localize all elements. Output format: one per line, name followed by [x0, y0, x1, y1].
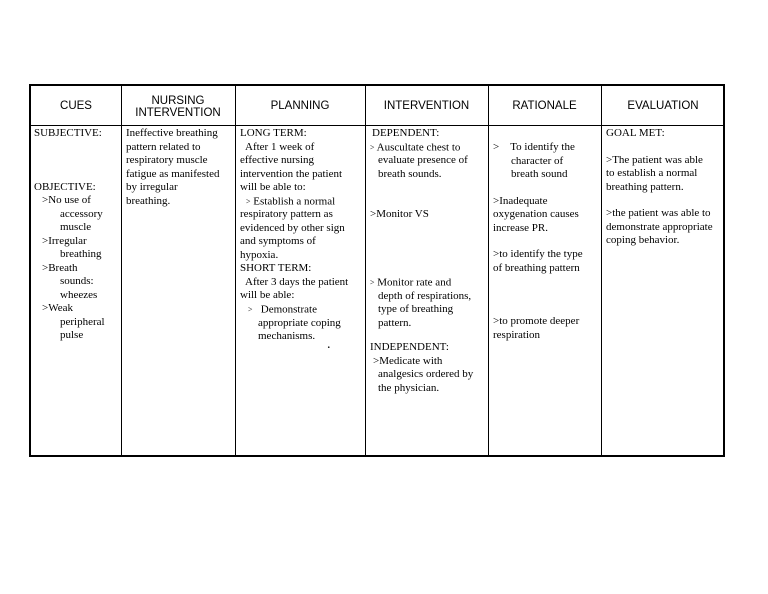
stray-dot: .: [327, 337, 331, 352]
column-divider-5: [601, 86, 602, 455]
short-term-line: After 3 days the patient: [245, 275, 349, 288]
intervention-line: depth of respirations,: [378, 289, 472, 302]
intervention-line: analgesics ordered by: [378, 368, 474, 381]
bullet-arrow: >: [493, 141, 500, 153]
short-goal-line: appropriate coping: [258, 316, 341, 329]
dependent-label: DEPENDENT:: [372, 127, 440, 139]
header-nursing-label: NURSING: [151, 95, 205, 107]
header-planning: [235, 86, 365, 125]
rationale-line: To identify the: [510, 141, 575, 153]
cue-item-cont: peripheral: [60, 315, 105, 328]
cue-item: >Irregular: [42, 234, 87, 247]
short-term-line: will be able:: [240, 289, 295, 302]
header-cues: [31, 86, 121, 125]
header-evaluation: [601, 86, 725, 125]
intervention-line: Monitor rate and: [377, 276, 452, 289]
evaluation-line: >the patient was able to: [606, 207, 711, 219]
cue-item: >Breath: [42, 261, 78, 274]
rationale-line: of breathing pattern: [493, 261, 580, 274]
evaluation-line: coping behavior.: [606, 234, 680, 246]
long-term-line: effective nursing: [240, 154, 315, 166]
bullet-arrow: >: [370, 142, 375, 152]
rationale-line: >to identify the type: [493, 248, 583, 260]
column-divider-4: [488, 86, 489, 455]
long-term-label: LONG TERM:: [240, 127, 307, 139]
bullet-arrow: >: [248, 304, 253, 314]
short-term-label: SHORT TERM:: [240, 262, 312, 275]
header-rationale: [488, 86, 601, 125]
evaluation-line: to establish a normal: [606, 167, 698, 179]
cue-item-cont: accessory: [60, 207, 103, 220]
header-cues-label: CUES: [60, 99, 92, 112]
header-rationale-label: RATIONALE: [512, 99, 577, 112]
intervention-line: type of breathing: [378, 303, 454, 316]
diagnosis-line: respiratory muscle: [126, 154, 208, 166]
diagnosis-line: fatigue as manifested: [126, 167, 220, 180]
planning-cell: [240, 127, 364, 344]
diagnosis-line: breathing.: [126, 194, 171, 207]
intervention-line: the physician.: [378, 381, 440, 394]
intervention-line: Auscultate chest to: [376, 140, 461, 153]
cue-item-cont: pulse: [60, 329, 84, 341]
rationale-line: >Inadequate: [493, 194, 548, 207]
header-nursing-intervention: [121, 86, 235, 125]
long-goal-line: evidenced by other sign: [240, 221, 345, 234]
intervention-line: pattern.: [378, 316, 412, 329]
long-term-line: will be able to:: [240, 181, 306, 193]
long-goal-line: respiratory pattern as: [240, 208, 333, 221]
rationale-line: character of: [511, 154, 564, 167]
evaluation-line: >The patient was able: [606, 153, 703, 166]
long-goal-line: and symptoms of: [240, 235, 316, 248]
independent-label: INDEPENDENT:: [370, 341, 449, 354]
rationale-line: oxygenation causes: [493, 208, 579, 220]
evaluation-line: breathing pattern.: [606, 180, 684, 193]
column-divider-3: [365, 86, 366, 455]
column-divider-2: [235, 86, 236, 455]
diagnosis-line: Ineffective breathing: [126, 127, 218, 139]
subjective-label: SUBJECTIVE:: [34, 127, 102, 139]
intervention-cell: [370, 127, 487, 395]
bullet-arrow: >: [246, 196, 251, 206]
objective-label: OBJECTIVE:: [34, 180, 96, 193]
cue-item-cont: sounds:: [60, 275, 94, 287]
long-term-line: After 1 week of: [245, 140, 315, 153]
intervention-line: breath sounds.: [378, 167, 442, 180]
diagnosis-cell: [126, 127, 234, 208]
header-nursing-label-2: INTERVENTION: [135, 107, 221, 119]
monitor-vs-line: >Monitor VS: [370, 208, 429, 221]
short-goal-line: mechanisms.: [258, 330, 316, 343]
long-goal-line: Establish a normal: [253, 194, 336, 207]
header-evaluation-label: EVALUATION: [627, 99, 699, 112]
intervention-line: >Medicate with: [373, 354, 443, 367]
long-goal-line: hypoxia.: [240, 248, 279, 261]
rationale-line: breath sound: [511, 168, 568, 180]
long-term-line: intervention the patient: [240, 167, 343, 180]
rationale-line: >to promote deeper: [493, 315, 580, 327]
diagnosis-line: by irregular: [126, 181, 178, 193]
evaluation-line: demonstrate appropriate: [606, 220, 713, 233]
short-goal-line: Demonstrate: [260, 303, 317, 316]
bullet-arrow: >: [370, 277, 375, 287]
rationale-line: respiration: [493, 328, 541, 341]
diagnosis-line: pattern related to: [126, 140, 201, 153]
header-divider: [31, 125, 723, 126]
header-planning-label: PLANNING: [270, 99, 330, 112]
cues-cell: [34, 127, 120, 343]
intervention-line: evaluate presence of: [378, 154, 468, 167]
cue-item-cont: breathing: [60, 248, 102, 260]
column-divider-1: [121, 86, 122, 455]
header-intervention-label: INTERVENTION: [383, 99, 470, 112]
rationale-cell: [493, 141, 600, 342]
cue-item-cont: muscle: [60, 221, 92, 233]
cue-item: >No use of: [42, 194, 91, 206]
nursing-care-plan-table: [29, 84, 725, 457]
cue-item-cont: wheezes: [60, 288, 98, 301]
goal-met-label: GOAL MET:: [606, 127, 665, 139]
cue-item: >Weak: [42, 302, 73, 314]
header-intervention: [365, 86, 488, 125]
evaluation-cell: [606, 127, 724, 248]
rationale-line: increase PR.: [493, 221, 548, 234]
